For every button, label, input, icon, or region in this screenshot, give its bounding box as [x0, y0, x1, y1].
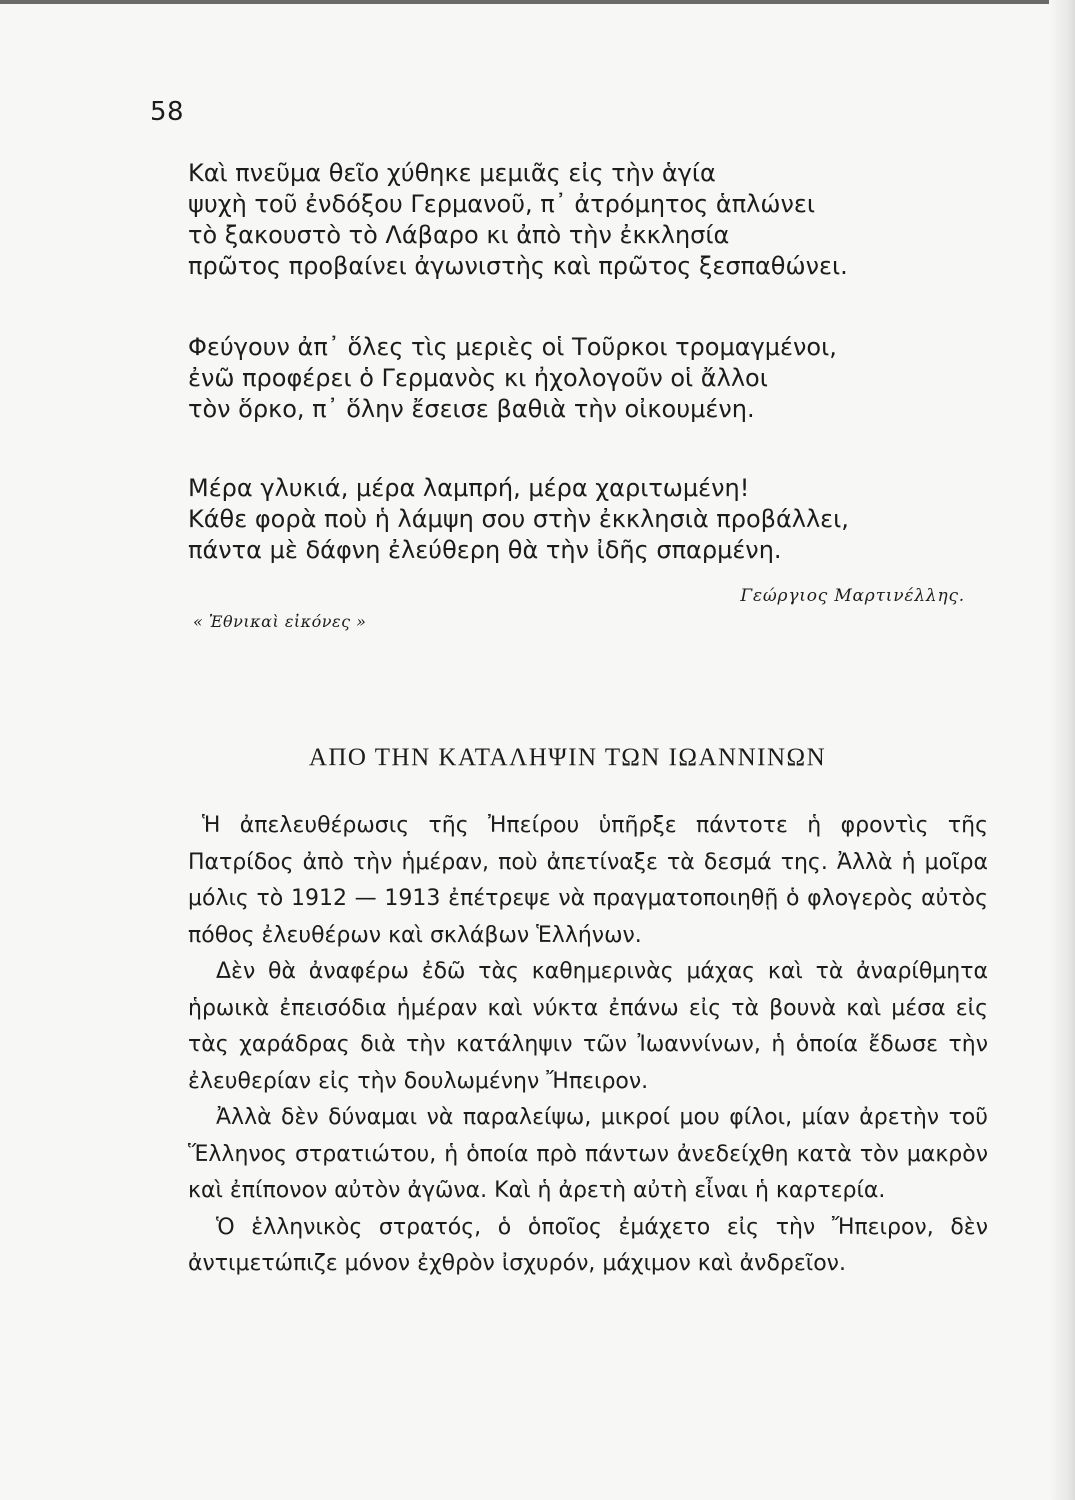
poem-line: πάντα μὲ δάφνη ἐλεύθερη θὰ τὴν ἰδῆς σπαρμένη. [188, 536, 782, 564]
poem-line: πρῶτος προβαίνει ἀγωνιστὴς καὶ πρῶτος ξεσπαθώνει. [188, 252, 848, 280]
poem-line: Καὶ πνεῦμα θεῖο χύθηκε μεμιᾶς εἰς τὴν ἁγία [188, 159, 716, 187]
poem-line: τὸν ὅρκο, π᾽ ὅλην ἔσεισε βαθιὰ τὴν οἰκουμένη. [188, 395, 755, 423]
poem-source: « Ἐθνικαὶ εἰκόνες » [193, 612, 367, 631]
poem-line: ἐνῶ προφέρει ὁ Γερμανὸς κι ἠχολογοῦν οἱ ἄλλοι [188, 364, 768, 392]
poem-line: Μέρα γλυκιά, μέρα λαμπρή, μέρα χαριτωμένη! [188, 474, 750, 502]
page-top-edge [0, 0, 1075, 4]
poem-stanza-2 [188, 332, 1008, 425]
section-body [188, 808, 988, 1283]
page-number: 58 [150, 97, 185, 127]
paragraph: Ὁ ἑλληνικὸς στρατός, ὁ ὁποῖος ἐμάχετο εἰς τὴν Ἤπειρον, δὲν ἀντιμετώπιζε μόνον ἐχθρὸν ἰσχυρόν, μάχιμον καὶ ἀνδρεῖον. [188, 1214, 988, 1276]
poem-author: Γεώργιος Μαρτινέλλης. [740, 586, 965, 606]
poem-line: Φεύγουν ἀπ᾽ ὅλες τὶς μεριὲς οἱ Τοῦρκοι τρομαγμένοι, [188, 333, 837, 361]
poem-line: τὸ ξακουστὸ τὸ Λάβαρο κι ἀπὸ τὴν ἐκκλησία [188, 221, 730, 249]
poem-line: ψυχὴ τοῦ ἐνδόξου Γερμανοῦ, π᾽ ἀτρόμητος ἁπλώνει [188, 190, 815, 218]
poem-stanza-1 [188, 158, 1008, 282]
paragraph: Ἡ ἀπελευθέρωσις τῆς Ἠπείρου ὑπῆρξε πάντοτε ἡ φροντὶς τῆς Πατρίδος ἀπὸ τὴν ἡμέραν, ποὺ ἀπετίναξε τὰ δεσμά της. Ἀλλὰ ἡ μοῖρα μόλις τὸ 1912 — 1913 ἐπέτρεψε νὰ πραγματοποιηθῇ ὁ φλογερὸς αὐτὸς πόθος ἐλευθέρων καὶ σκλάβων Ἑλλήνων. [188, 813, 988, 948]
section-heading: ΑΠΟ ΤΗΝ ΚΑΤΑΛΗΨΙΝ ΤΩΝ ΙΩΑΝΝΙΝΩΝ [308, 744, 827, 771]
paragraph: Δὲν θὰ ἀναφέρω ἐδῶ τὰς καθημερινὰς μάχας καὶ τὰ ἀναρίθμητα ἡρωικὰ ἐπεισόδια ἡμέραν καὶ νύκτα ἐπάνω εἰς τὰ βουνὰ καὶ μέσα εἰς τὰς χαράδρας διὰ τὴν κατάληψιν τῶν Ἰωαννίνων, ἡ ὁποία ἔδωσε τὴν ἐλευθερίαν εἰς τὴν δουλωμένην Ἤπειρον. [188, 959, 988, 1094]
paragraph: Ἀλλὰ δὲν δύναμαι νὰ παραλείψω, μικροί μου φίλοι, μίαν ἀρετὴν τοῦ Ἕλληνος στρατιώτου, ἡ ὁποία πρὸ πάντων ἀνεδείχθη κατὰ τὸν μακρὸν καὶ ἐπίπονον αὐτὸν ἀγῶνα. Καὶ ἡ ἀρετὴ αὐτὴ εἶναι ἡ καρτερία. [188, 1105, 988, 1203]
poem-line: Κάθε φορὰ ποὺ ἡ λάμψη σου στὴν ἐκκλησιὰ προβάλλει, [188, 505, 849, 533]
poem-stanza-3 [188, 473, 1008, 566]
